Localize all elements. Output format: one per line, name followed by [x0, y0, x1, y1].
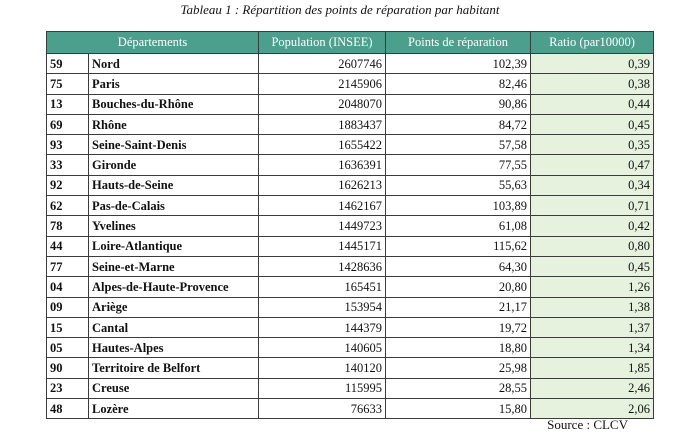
ratio-cell: 0,45	[531, 256, 654, 276]
ratio-cell: 0,34	[531, 175, 654, 195]
department-code: 23	[47, 378, 89, 398]
table-row	[47, 196, 654, 216]
table-row	[47, 236, 654, 256]
department-code: 69	[47, 114, 89, 134]
points-cell: 82,46	[386, 74, 531, 94]
department-name: Yvelines	[89, 216, 259, 236]
department-code: 09	[47, 297, 89, 317]
table-row	[47, 74, 654, 94]
department-name: Gironde	[89, 155, 259, 175]
population-cell: 1445171	[259, 236, 386, 256]
ratio-cell: 0,47	[531, 155, 654, 175]
population-cell: 1449723	[259, 216, 386, 236]
department-code: 77	[47, 256, 89, 276]
table-header-row	[47, 32, 654, 54]
points-cell: 20,80	[386, 277, 531, 297]
points-cell: 115,62	[386, 236, 531, 256]
population-cell: 76633	[259, 399, 386, 419]
points-cell: 25,98	[386, 358, 531, 378]
population-cell: 2048070	[259, 94, 386, 114]
table-row	[47, 338, 654, 358]
ratio-cell: 0,38	[531, 74, 654, 94]
department-code: 05	[47, 338, 89, 358]
department-code: 93	[47, 135, 89, 155]
department-name: Bouches-du-Rhône	[89, 94, 259, 114]
department-code: 90	[47, 358, 89, 378]
department-code: 13	[47, 94, 89, 114]
header-population: Population (INSEE)	[259, 32, 386, 54]
table-body	[47, 54, 654, 419]
table-row	[47, 317, 654, 337]
ratio-cell: 1,34	[531, 338, 654, 358]
department-code: 15	[47, 317, 89, 337]
table-row	[47, 399, 654, 419]
points-cell: 90,86	[386, 94, 531, 114]
points-cell: 21,17	[386, 297, 531, 317]
ratio-cell: 2,46	[531, 378, 654, 398]
points-cell: 77,55	[386, 155, 531, 175]
table-row	[47, 216, 654, 236]
points-cell: 103,89	[386, 196, 531, 216]
department-code: 59	[47, 54, 89, 74]
points-cell: 102,39	[386, 54, 531, 74]
points-cell: 55,63	[386, 175, 531, 195]
table-row	[47, 297, 654, 317]
points-cell: 18,80	[386, 338, 531, 358]
ratio-cell: 0,39	[531, 54, 654, 74]
ratio-cell: 0,45	[531, 114, 654, 134]
department-code: 62	[47, 196, 89, 216]
ratio-cell: 2,06	[531, 399, 654, 419]
population-cell: 1428636	[259, 256, 386, 276]
ratio-cell: 1,38	[531, 297, 654, 317]
table-row	[47, 277, 654, 297]
points-cell: 15,80	[386, 399, 531, 419]
department-name: Hautes-Alpes	[89, 338, 259, 358]
department-name: Cantal	[89, 317, 259, 337]
department-code: 75	[47, 74, 89, 94]
population-cell: 115995	[259, 378, 386, 398]
points-cell: 57,58	[386, 135, 531, 155]
points-cell: 28,55	[386, 378, 531, 398]
points-cell: 61,08	[386, 216, 531, 236]
department-code: 48	[47, 399, 89, 419]
ratio-cell: 0,80	[531, 236, 654, 256]
department-code: 78	[47, 216, 89, 236]
table-row	[47, 94, 654, 114]
department-name: Loire-Atlantique	[89, 236, 259, 256]
table-row	[47, 358, 654, 378]
department-name: Lozère	[89, 399, 259, 419]
ratio-cell: 1,37	[531, 317, 654, 337]
ratio-cell: 1,85	[531, 358, 654, 378]
department-name: Ariège	[89, 297, 259, 317]
department-name: Paris	[89, 74, 259, 94]
table-row	[47, 54, 654, 74]
population-cell: 2145906	[259, 74, 386, 94]
department-name: Nord	[89, 54, 259, 74]
population-cell: 1636391	[259, 155, 386, 175]
table-row	[47, 155, 654, 175]
table-row	[47, 256, 654, 276]
points-cell: 84,72	[386, 114, 531, 134]
department-name: Pas-de-Calais	[89, 196, 259, 216]
table-row	[47, 114, 654, 134]
ratio-cell: 0,42	[531, 216, 654, 236]
table-row	[47, 135, 654, 155]
department-code: 92	[47, 175, 89, 195]
department-name: Rhône	[89, 114, 259, 134]
population-cell: 1655422	[259, 135, 386, 155]
department-name: Territoire de Belfort	[89, 358, 259, 378]
population-cell: 165451	[259, 277, 386, 297]
header-ratio: Ratio (par10000)	[531, 32, 654, 54]
population-cell: 1462167	[259, 196, 386, 216]
points-cell: 19,72	[386, 317, 531, 337]
ratio-cell: 0,71	[531, 196, 654, 216]
department-code: 44	[47, 236, 89, 256]
table-row	[47, 175, 654, 195]
department-name: Creuse	[89, 378, 259, 398]
department-name: Hauts-de-Seine	[89, 175, 259, 195]
ratio-cell: 0,44	[531, 94, 654, 114]
population-cell: 140120	[259, 358, 386, 378]
population-cell: 140605	[259, 338, 386, 358]
department-code: 04	[47, 277, 89, 297]
population-cell: 153954	[259, 297, 386, 317]
ratio-cell: 0,35	[531, 135, 654, 155]
population-cell: 1883437	[259, 114, 386, 134]
department-name: Seine-et-Marne	[89, 256, 259, 276]
repair-points-table	[46, 31, 654, 419]
header-departements: Départements	[47, 32, 259, 54]
table-caption: Tableau 1 : Répartition des points de réparation par habitant	[180, 2, 500, 17]
department-code: 33	[47, 155, 89, 175]
population-cell: 1626213	[259, 175, 386, 195]
source-note: Source : CLCV	[547, 417, 628, 432]
department-name: Seine-Saint-Denis	[89, 135, 259, 155]
department-name: Alpes-de-Haute-Provence	[89, 277, 259, 297]
population-cell: 144379	[259, 317, 386, 337]
table-row	[47, 378, 654, 398]
ratio-cell: 1,26	[531, 277, 654, 297]
points-cell: 64,30	[386, 256, 531, 276]
header-points: Points de réparation	[386, 32, 531, 54]
population-cell: 2607746	[259, 54, 386, 74]
